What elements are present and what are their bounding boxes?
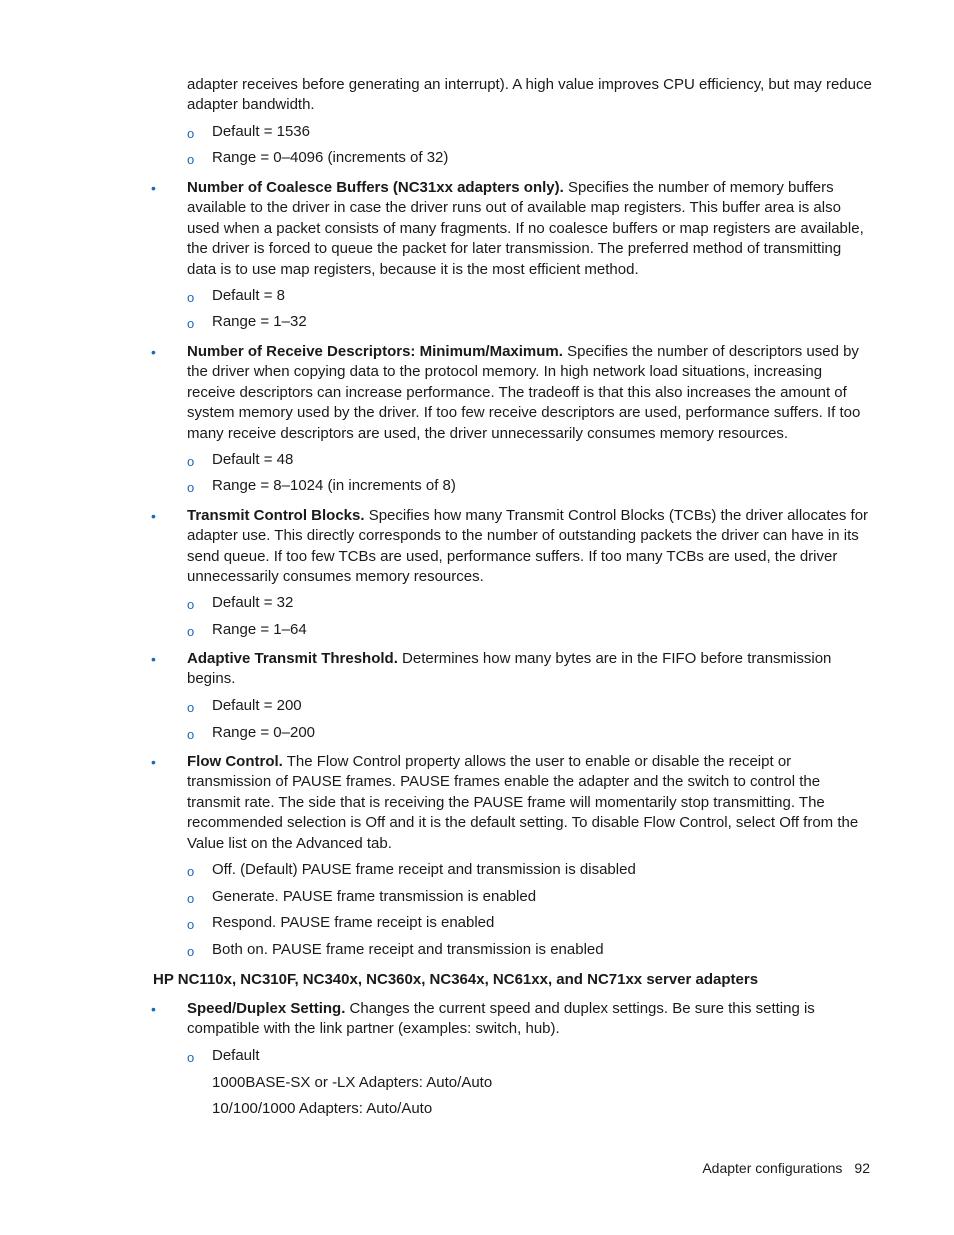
sub-item: Default = 200 [212,697,302,714]
sub-item: Respond. PAUSE frame receipt is enabled [212,914,495,931]
indented-line: 1000BASE-SX or -LX Adapters: Auto/Auto [212,1074,493,1091]
sub-bullet-marker: o [187,727,195,742]
bullet-marker: • [151,754,156,770]
item-text: Specifies the number of descriptors used by the driver when copying data to the protocol memory. In high network load situations, increasing receive descriptors can increase performance. The tradeoff is that this also increases the amount of system memory used by the driver. If too few receive descriptors are used, performance suffers. If too many receive descriptors are used, the driver unnecessarily consumes memory resources. [187,343,861,442]
list-item-flow-control [187,752,872,854]
sub-item: Range = 1–64 [212,621,307,638]
bullet-marker: • [151,508,156,524]
bullet-marker: • [151,180,156,196]
item-lead: Transmit Control Blocks. [187,507,365,524]
item-lead: Flow Control. [187,753,283,770]
sub-bullet-marker: o [187,1050,195,1065]
sub-item: Default = 8 [212,287,285,304]
item-text: Specifies how many Transmit Control Blocks (TCBs) the driver allocates for adapter use. This directly corresponds to the number of outstanding packets the driver can have in its send queue. If too few TCBs are used, performance suffers. If too many TCBs are used, the driver unnecessarily consumes memory resources. [187,507,869,586]
list-item-adaptive-transmit-threshold [187,649,872,690]
sub-item: Default = 48 [212,451,294,468]
indented-line: 10/100/1000 Adapters: Auto/Auto [212,1100,433,1117]
sub-bullet-marker: o [187,891,195,906]
list-item-coalesce-buffers [187,178,872,280]
bullet-marker: • [151,344,156,360]
sub-bullet-marker: o [187,152,195,167]
sub-bullet-marker: o [187,454,195,469]
item-lead: Speed/Duplex Setting. [187,1000,346,1017]
sub-bullet-marker: o [187,597,195,612]
sub-bullet-marker: o [187,700,195,715]
list-item-receive-descriptors [187,342,872,444]
list-item-speed-duplex [187,999,872,1040]
item-text: Changes the current speed and duplex settings. Be sure this setting is compatible with the link partner (examples: switch, hub). [187,1000,815,1038]
item-text: The Flow Control property allows the user to enable or disable the receipt or transmission of PAUSE frames. PAUSE frames enable the adapter and the switch to control the transmit rate. The side that is receiving the PAUSE frame will momentarily stop transmitting. The recommended selection is Off and it is the default setting. To disable Flow Control, select Off from the Value list on the Advanced tab. [187,753,859,852]
item-text: Specifies the number of memory buffers available to the driver in case the driver runs out of available map registers. This buffer area is also used when a packet consists of many fragments. If no coalesce buffers or map registers are available, the driver is forced to queue the packet for later transmission. The preferred method of transmitting data is to use map registers, because it is the most efficient method. [187,179,864,278]
sub-bullet-marker: o [187,917,195,932]
sub-bullet-marker: o [187,624,195,639]
sub-item: Generate. PAUSE frame transmission is enabled [212,888,537,905]
sub-item: Range = 1–32 [212,313,307,330]
sub-item: Range = 0–200 [212,724,316,741]
sub-item: Both on. PAUSE frame receipt and transmission is enabled [212,941,604,958]
sub-bullet-marker: o [187,290,195,305]
bullet-marker: • [151,1001,156,1017]
sub-bullet-marker: o [187,316,195,331]
section-heading: HP NC110x, NC310F, NC340x, NC360x, NC364x, NC61xx, and NC71xx server adapters [153,971,759,988]
page-number: 92 [854,1160,870,1176]
intro-paragraph: adapter receives before generating an interrupt). A high value improves CPU efficiency, but may reduce adapter bandwidth. [187,76,872,114]
bullet-marker: • [151,651,156,667]
item-lead: Number of Receive Descriptors: Minimum/Maximum. [187,343,563,360]
item-lead: Number of Coalesce Buffers (NC31xx adapters only). [187,179,564,196]
sub-bullet-marker: o [187,126,195,141]
sub-bullet-marker: o [187,944,195,959]
footer-label: Adapter configurations [702,1160,843,1176]
sub-item: Range = 0–4096 (increments of 32) [212,149,449,166]
sub-bullet-marker: o [187,864,195,879]
item-lead: Adaptive Transmit Threshold. [187,650,398,667]
sub-item: Range = 8–1024 (in increments of 8) [212,477,456,494]
list-item-transmit-control-blocks [187,506,872,588]
sub-item: Default [212,1047,260,1064]
sub-item: Default = 32 [212,594,294,611]
page-footer [702,1158,870,1178]
item-text: Determines how many bytes are in the FIFO before transmission begins. [187,650,832,688]
sub-item: Off. (Default) PAUSE frame receipt and transmission is disabled [212,861,636,878]
sub-bullet-marker: o [187,480,195,495]
sub-item: Default = 1536 [212,123,310,140]
